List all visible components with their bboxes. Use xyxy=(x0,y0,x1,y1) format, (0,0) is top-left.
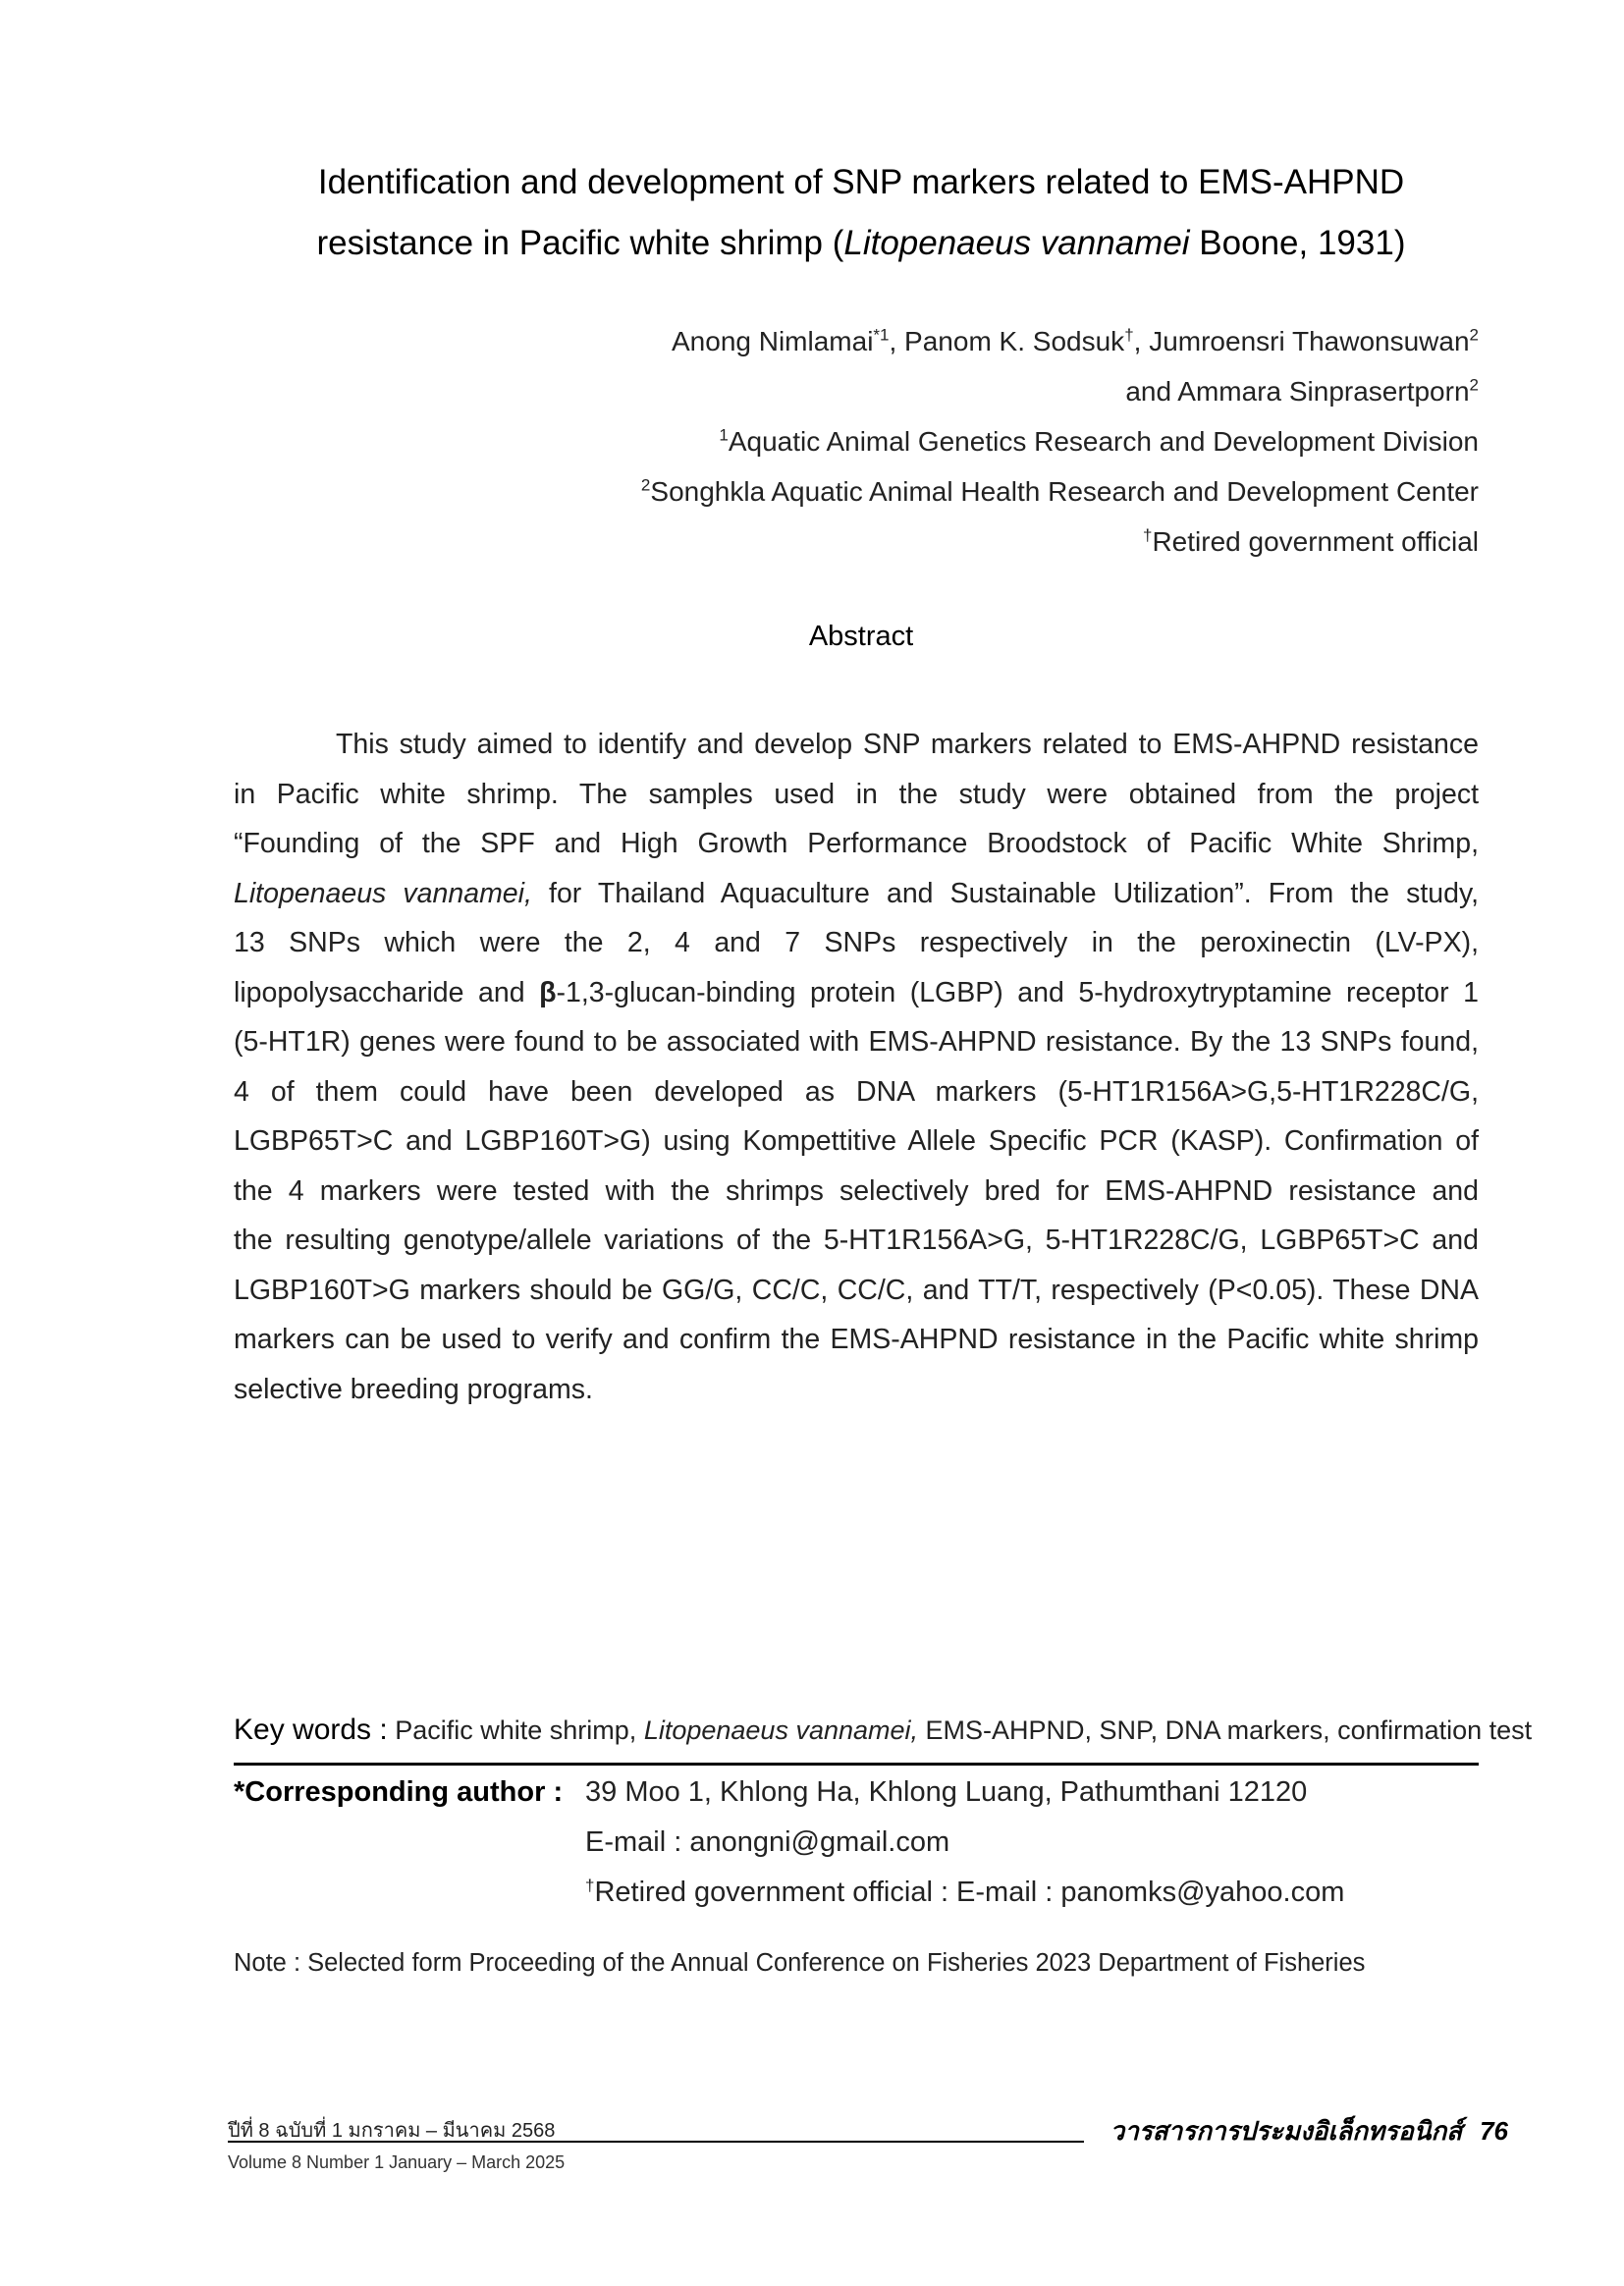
abstract-line: LGBP160T>G markers should be GG/G, CC/C, CC/C, and TT/T, respectively (P<0.05). These DNA xyxy=(234,1274,1479,1306)
corresponding-row xyxy=(234,1818,1344,1868)
corresponding-address: 39 Moo 1, Khlong Ha, Khlong Luang, Pathumthani 12120 xyxy=(585,1776,1308,1808)
beta-symbol: β xyxy=(539,976,557,1008)
affiliation-text: Aquatic Animal Genetics Research and Development Division xyxy=(728,426,1479,457)
affiliation-sup: 2 xyxy=(640,475,651,495)
affiliation-3 xyxy=(641,517,1479,567)
author-name: , Panom K. Sodsuk xyxy=(889,326,1125,356)
affiliation-sup: † xyxy=(1142,525,1153,545)
keywords-text: EMS-AHPND, SNP, DNA markers, confirmation test xyxy=(918,1715,1533,1745)
footer-english-issue: Volume 8 Number 1 January – March 2025 xyxy=(228,2152,566,2172)
journal-name: วารสารการประมงอิเล็กทรอนิกส์ xyxy=(1110,2116,1463,2146)
author-name: Anong Nimlamai xyxy=(672,326,874,356)
title-line-2 xyxy=(196,213,1526,274)
abstract-line: LGBP65T>C and LGBP160T>G) using Kompettitive Allele Specific PCR (KASP). Confirmation of xyxy=(234,1125,1479,1157)
keywords-species: Litopenaeus vannamei, xyxy=(643,1715,919,1745)
affiliation-text: Songhkla Aquatic Animal Health Research and Development Center xyxy=(650,476,1479,507)
abstract-heading: Abstract xyxy=(808,621,914,652)
author-block xyxy=(641,316,1479,567)
footer-thai-issue: ปีที่ 8 ฉบับที่ 1 มกราคม – มีนาคม 2568 xyxy=(228,2120,556,2142)
affiliation-2 xyxy=(641,466,1479,517)
author-name: and Ammara Sinprasertporn xyxy=(1125,376,1470,407)
keywords xyxy=(234,1714,1532,1747)
author-line-1 xyxy=(641,316,1479,366)
keywords-text: Pacific white shrimp, xyxy=(387,1715,644,1745)
author-sup: *1 xyxy=(873,325,890,345)
page-number: 76 xyxy=(1480,2116,1508,2146)
author-line-2 xyxy=(641,366,1479,416)
abstract-text: lipopolysaccharide and xyxy=(234,976,540,1008)
author-name: , Jumroensri Thawonsuwan xyxy=(1133,326,1470,356)
corresponding-author xyxy=(234,1768,1344,1918)
abstract-line: the 4 markers were tested with the shrimps selectively bred for EMS-AHPND resistance and xyxy=(234,1174,1479,1207)
keywords-divider xyxy=(234,1763,1479,1766)
abstract-line: markers can be used to verify and confirm the EMS-AHPND resistance in the Pacific white shrimp xyxy=(234,1324,1479,1355)
abstract-line: 4 of them could have been developed as DNA markers (5-HT1R156A>G,5-HT1R228C/G, xyxy=(234,1075,1479,1108)
retired-sup: † xyxy=(585,1876,595,1895)
footer-divider xyxy=(228,2141,1084,2143)
title-species: Litopenaeus vannamei xyxy=(843,224,1190,262)
title-line-1: Identification and development of SNP markers related to EMS-AHPND xyxy=(317,163,1405,201)
corresponding-row xyxy=(234,1768,1344,1818)
corresponding-label: *Corresponding author : xyxy=(234,1776,564,1808)
proceeding-note: Note : Selected form Proceeding of the Annual Conference on Fisheries 2023 Department of Fisheries xyxy=(234,1949,1366,1977)
abstract-line: in Pacific white shrimp. The samples used in the study were obtained from the project xyxy=(234,778,1479,810)
abstract-line xyxy=(234,968,1479,1018)
affiliation-sup: 1 xyxy=(719,425,729,445)
abstract-line: “Founding of the SPF and High Growth Performance Broodstock of Pacific White Shrimp, xyxy=(234,828,1479,859)
affiliation-1 xyxy=(641,416,1479,466)
abstract-species: Litopenaeus vannamei, xyxy=(234,877,532,909)
paper-title xyxy=(196,152,1526,274)
author-sup: † xyxy=(1124,325,1134,345)
author-sup: 2 xyxy=(1469,325,1479,345)
author-sup: 2 xyxy=(1469,375,1479,395)
corresponding-row xyxy=(234,1868,1344,1918)
abstract-body xyxy=(234,720,1479,1414)
corresponding-email: E-mail : anongni@gmail.com xyxy=(585,1826,950,1858)
abstract-line: This study aimed to identify and develop SNP markers related to EMS-AHPND resistance xyxy=(336,729,1479,760)
keywords-label: Key words : xyxy=(234,1714,388,1746)
footer-journal xyxy=(1110,2111,1508,2151)
abstract-line xyxy=(234,869,1479,919)
retired-email: Retired government official : E-mail : panomks@yahoo.com xyxy=(594,1877,1345,1908)
title-text: resistance in Pacific white shrimp ( xyxy=(316,224,844,262)
abstract-line: selective breeding programs. xyxy=(234,1373,593,1405)
title-text-end: Boone, 1931) xyxy=(1189,224,1406,262)
abstract-line: the resulting genotype/allele variations of the 5-HT1R156A>G, 5-HT1R228C/G, LGBP65T>C and xyxy=(234,1225,1479,1256)
abstract-text: -1,3-glucan-binding protein (LGBP) and 5-hydroxytryptamine receptor 1 xyxy=(556,976,1479,1008)
abstract-line: 13 SNPs which were the 2, 4 and 7 SNPs respectively in the peroxinectin (LV-PX), xyxy=(234,927,1479,958)
abstract-text: for Thailand Aquaculture and Sustainable Utilization”. From the study, xyxy=(531,877,1480,909)
abstract-line: (5-HT1R) genes were found to be associated with EMS-AHPND resistance. By the 13 SNPs found, xyxy=(234,1026,1479,1058)
affiliation-text: Retired government official xyxy=(1152,526,1479,557)
